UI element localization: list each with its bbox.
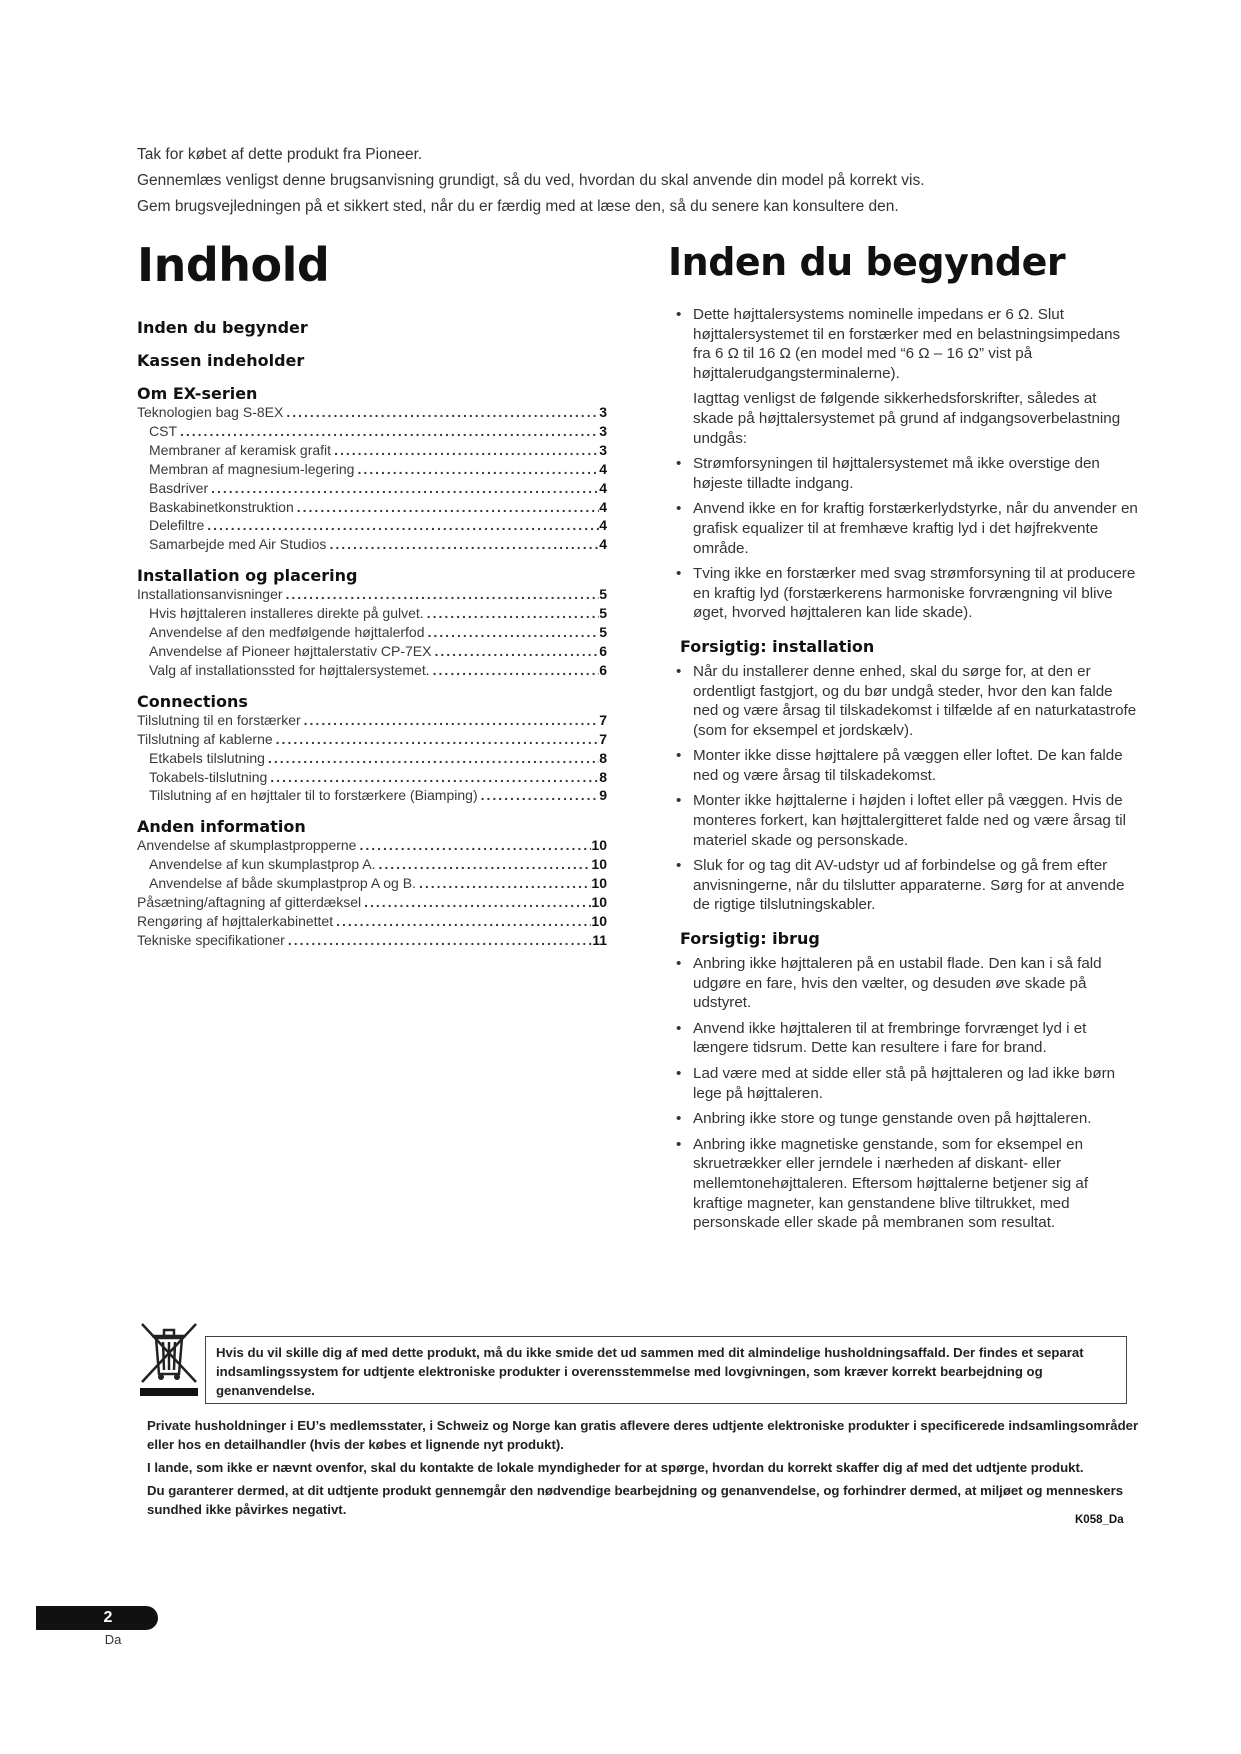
toc-entry[interactable]: Påsætning/aftagning af gitterdæksel ..... 10 [137,893,607,912]
toc-page-number: 3 [599,441,607,458]
toc-page-number: 4 [599,479,607,496]
toc-entry[interactable]: Tilslutning af en højttaler til to forstærkere (Biamping) ..... 9 [137,786,607,805]
toc-entry[interactable]: Anvendelse af skumplastpropperne ..... 10 [137,836,607,855]
toc-entry[interactable]: Tilslutning af kablerne ..... 7 [137,730,607,749]
bullet: • [676,1110,682,1128]
toc-page-number: 5 [599,605,607,622]
bullet: • [676,1019,682,1037]
toc-page-number: 9 [599,787,607,804]
toc-page-number: 8 [599,768,607,785]
leader-dots [177,422,599,441]
list-item: • Tving ikke en forstærker med svag strømforsyning til at producere en kraftig lyd (forstærkerens harmoniske forvrængning vil blive øget, hvorved højttaleren kan lide skade). [676,565,1136,622]
toc-page-number: 5 [599,624,607,641]
toc-section-heading[interactable]: Installation og placering [137,566,358,586]
bullet: • [676,955,682,973]
bullet: • [676,857,682,875]
toc-section-heading[interactable]: Connections [137,691,248,711]
leader-dots [425,623,600,642]
use-heading: Forsigtig: ibrug [680,929,820,949]
toc-entry[interactable]: Anvendelse af både skumplastprop A og B. ..... 10 [137,874,607,893]
toc-page-number: 10 [591,894,607,911]
list-item: • Anvend ikke højttaleren til at frembringe forvrænget lyd i et længere tidsrum. Dette kan resultere i fare for brand. [676,1019,1087,1057]
leader-dots [354,460,599,479]
leader-dots [430,661,600,680]
list-item: • Anbring ikke store og tunge genstande oven på højttaleren. [676,1110,1092,1128]
leader-dots [416,874,591,893]
toc-entry[interactable]: Tilslutning til en forstærker ..... 7 [137,711,607,730]
leader-dots [375,855,591,874]
page-number: 2 [103,1609,113,1626]
reference-code: K058_Da [1075,1514,1124,1526]
install-list [676,662,1141,915]
toc-entry[interactable]: Membran af magnesium-legering ..... 4 [137,460,607,479]
toc-page-number: 7 [599,730,607,747]
disposal-notice-box: Hvis du vil skille dig af med dette produkt, må du ikke smide det ud sammen med dit almindelige husholdningsaffald. Der findes et separat indsamlingssystem for udtjente elektroniske produkter i overensstemmelse med lovgivningen, som kræver korrekt bearbejdning og genanvendelse. [205,1336,1127,1404]
page-language: Da [104,1632,122,1647]
toc-page-number: 4 [599,498,607,515]
leader-dots [301,711,600,730]
toc-entry[interactable]: Teknologien bag S-8EX ..... 3 [137,403,607,422]
toc-page-number: 4 [599,536,607,553]
disposal-info [147,1416,1142,1523]
toc-page-number: 10 [591,875,607,892]
leader-dots [285,931,592,950]
list-item: • Anvend ikke en for kraftig forstærkerlydstyrke, når du anvender en grafisk equalizer til at fremhæve kraftig lyd i det højfrekvente område. [676,500,1138,557]
leader-dots [424,604,600,623]
leader-dots [265,749,599,768]
list-item: • Anbring ikke højttaleren på en ustabil flade. Den kan i så fald udgøre en fare, hvis den vælter, og desuden øve skade på udstyret. [676,955,1102,1012]
bullet: • [676,747,682,765]
list-item: • Strømforsyningen til højttalersystemet må ikke overstige den højeste tilladte indgang. [676,455,1100,492]
toc-page-number: 10 [591,856,607,873]
toc-page-number: 6 [599,642,607,659]
toc-section-heading[interactable]: Om EX-serien [137,384,258,403]
toc-entry[interactable]: Hvis højttaleren installeres direkte på gulvet. ..... 5 [137,604,607,623]
intro-line: Gennemlæs venligst denne brugsanvisning grundigt, så du ved, hvordan du skal anvende din model på korrekt vis. [137,172,925,189]
toc-entry[interactable]: Valg af installationssted for højttalersystemet. ..... 6 [137,661,607,680]
leader-dots [273,730,600,749]
toc-page-number: 10 [591,912,607,929]
toc-section-heading[interactable]: Inden du begynder [137,318,308,337]
toc-entry[interactable]: Baskabinetkonstruktion ..... 4 [137,498,607,517]
list-item: • Sluk for og tag dit AV-udstyr ud af forbindelse og gå frem efter anvisningerne, når du tilslutter apparaterne. Sørg for at anvende de rigtige tilslutningskabler. [676,857,1125,914]
toc-entry[interactable]: Anvendelse af Pioneer højttalerstativ CP-7EX ..... 6 [137,642,607,661]
disposal-paragraph: Du garanterer dermed, at dit udtjente produkt gennemgår den nødvendige bearbejdning og genanvendelse, og forhindrer dermed, at miljøet og menneskers sundhed ikke påvirkes negativt. [147,1483,1124,1517]
toc-entry[interactable]: Basdriver ..... 4 [137,479,607,498]
bullet: • [676,500,682,518]
toc-entry[interactable]: Samarbejde med Air Studios ..... 4 [137,535,607,554]
bullet: • [676,565,682,583]
toc-entry[interactable]: Anvendelse af kun skumplastprop A. ..... 10 [137,855,607,874]
toc-page-number: 8 [599,749,607,766]
leader-dots [294,498,599,517]
toc-entry[interactable]: Membraner af keramisk grafit ..... 3 [137,441,607,460]
leader-dots [331,441,599,460]
leader-dots [283,585,600,604]
bullet: • [676,1065,682,1082]
toc-entry[interactable]: Anvendelse af den medfølgende højttalerfod ..... 5 [137,623,607,642]
toc-page-number: 3 [599,404,607,420]
list-item: • Dette højttalersystems nominelle impedans er 6 Ω. Slut højttalersystemet til en forstærker med en belastningsimpedans fra 6 Ω til 16 Ω (en model med “6 Ω – 16 Ω” vist på højttalerudgangsterminalerne). [676,306,1121,382]
intro-line: Gem brugsvejledningen på et sikkert sted, når du er færdig med at læse den, så du senere kan konsultere den. [137,198,899,215]
leader-dots [204,516,599,535]
intro-text [137,146,1137,224]
bullet: • [676,306,682,323]
list-item: • Når du installerer denne enhed, skal du sørge for, at den er ordentligt fastgjort, og du bør undgå steder, hvor den kan falde ned og være årsag til tilskadekomst i tilfælde af en naturkatastrofe (som for eksempel et jordskælv). [676,662,1137,739]
list-item: • Anbring ikke magnetiske genstande, som for eksempel en skruetrækker eller jerndele i nærheden af diskant- eller mellemtonehøjttaleren. Eftersom højttalerne betjener sig af kraftige magneter, kan genstandene blive tiltrukket, med personskade eller skade på membranen som resultat. [676,1135,1089,1232]
leader-dots [431,642,599,661]
leader-dots [283,403,599,422]
list-item: • Monter ikke disse højttalere på væggen eller loftet. De kan falde ned og være årsag til tilskadekomst. [676,747,1123,784]
leader-dots [356,836,591,855]
toc-entry[interactable]: Tekniske specifikationer ..... 11 [137,931,607,950]
toc-section-heading[interactable]: Anden information [137,817,306,837]
safety-intro: Iagttag venligst de følgende sikkerhedsforskrifter, således at skade på højttalersystemet på grund af indgangsoverbelastning undgås: [693,390,1121,447]
toc-page-number: 5 [599,586,607,603]
use-list [676,954,1141,1233]
toc-page-number: 7 [599,711,607,728]
toc-page-number: 11 [592,931,607,948]
toc-page-number: 10 [591,837,607,854]
disposal-paragraph: I lande, som ikke er nævnt ovenfor, skal du kontakte de lokale myndigheder for at spørge, hvordan du korrekt skaffer dig af med det udtjente produkt. [147,1460,1084,1475]
table-of-contents [137,318,607,950]
toc-section-heading[interactable]: Kassen indeholder [137,351,305,370]
toc-page-number: 6 [599,661,607,678]
intro-items-list [676,454,1141,623]
list-item: • Lad være med at sidde eller stå på højttaleren og lad ikke børn lege på højttaleren. [676,1065,1116,1102]
intro-list [676,305,1141,383]
toc-page-number: 3 [599,422,607,439]
leader-dots [478,786,600,805]
leader-dots [208,479,599,498]
toc-entry[interactable]: Etkabels tilslutning ..... 8 [137,749,607,768]
list-item: • Monter ikke højttalerne i højden i loftet eller på væggen. Hvis de monteres forkert, kan højttalergitteret falde ned og være årsag til materiel skade og personskade. [676,792,1127,849]
toc-entry[interactable]: Delefiltre ..... 4 [137,516,607,535]
intro-line: Tak for købet af dette produkt fra Pioneer. [137,146,423,163]
leader-dots [267,768,599,787]
toc-page-number: 4 [599,517,607,534]
bullet: • [676,662,682,680]
toc-entry[interactable]: CST ..... 3 [137,422,607,441]
leader-dots [326,535,599,554]
leader-dots [361,893,591,912]
toc-title: Indhold [137,238,330,292]
bullet: • [676,792,682,810]
disposal-paragraph: Private husholdninger i EU’s medlemsstater, i Schweiz og Norge kan gratis aflevere deres udtjente elektroniske produkter i specificerede indsamlingsområder eller hos en detailhandler (hvis der købes et lignende nyt produkt). [147,1418,1139,1452]
toc-entry[interactable]: Tokabels-tilslutning ..... 8 [137,768,607,787]
toc-entry[interactable]: Installationsanvisninger ..... 5 [137,585,607,604]
bullet: • [676,455,682,473]
install-heading: Forsigtig: installation [680,636,875,656]
crossed-bin-icon [138,1318,200,1398]
toc-entry[interactable]: Rengøring af højttalerkabinettet ..... 10 [137,912,607,931]
leader-dots [333,912,591,931]
bullet: • [676,1135,682,1153]
section-title: Inden du begynder [668,240,1066,284]
before-you-begin [676,305,1141,1239]
toc-page-number: 4 [599,460,607,477]
